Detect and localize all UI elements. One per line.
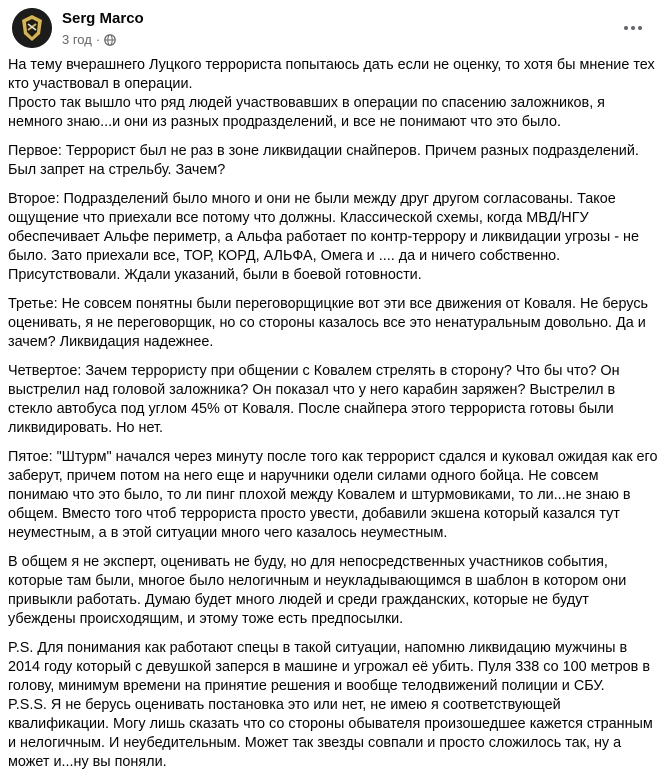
paragraph-ps: P.S. Для понимания как работают спецы в такой ситуации, напомню ликвидацию мужчины в 2014 году который с девушкой заперся в машине и угрожал её убить. Пуля 338 со 100 метров в голову, минимум времени на принятие решения и вообще телодвижений полиции и СБУ. <box>8 640 650 694</box>
post-header <box>0 0 663 56</box>
more-options-icon <box>624 26 642 30</box>
paragraph-third: Третье: Не совсем понятны были переговорщицкие вот эти все движения от Коваля. Не берусь оценивать, я не переговорщик, но со стороны казалось все это ненатуральным довольно. Да и зачем? Ликвидация надежнее. <box>8 296 649 350</box>
avatar-emblem-icon <box>12 8 52 48</box>
globe-icon <box>104 34 116 46</box>
paragraph-fourth: Четвертое: Зачем террористу при общении с Ковалем стрелять в сторону? Что бы что? Он выстрелил над головой заложника? Он показал что у него карабин заряжен? Выстрелил в стекло автобуса под углом 45% от Коваля. После снайпера этого террориста готовы были ликвидировать. Но нет. <box>8 363 620 436</box>
avatar[interactable] <box>12 8 52 48</box>
post-time[interactable]: 3 год <box>62 32 92 47</box>
paragraph-pss: P.S.S. Я не берусь оценивать постановка это или нет, не имею я соответствующей квалификации. Могу лишь сказать что со стороны обывателя произошедшее кажется странным и нелогичным. И неубедительным. Может так звезды совпали и просто сложилось так, ну а может и...ну вы поняли. <box>8 697 653 770</box>
paragraph-second: Второе: Подразделений было много и они не были между друг другом согласованы. Такое ощущение что приехали все потому что должны. Классической схемы, когда МВД/НГУ обеспечивает Альфе периметр, а Альфа работает по контр-террору и ликвидации угрозы - не было. Зато приехали все, ТОР, КОРД, АЛЬФА, Омега и .... да и ничего собственно. Присутствовали. Ждали указаний, были в боевой готовности. <box>8 191 639 283</box>
meta-separator: · <box>95 32 101 47</box>
more-options-button[interactable] <box>617 12 649 44</box>
author-name[interactable]: Serg Marco <box>62 10 144 27</box>
paragraph-first: Первое: Террорист был не раз в зоне ликвидации снайперов. Причем разных подразделений. Был запрет на стрельбу. Зачем? <box>8 143 639 178</box>
post-meta <box>62 32 116 47</box>
paragraph-conclusion: В общем я не эксперт, оценивать не буду, но для непосредственных участников события, которые там были, многое было нелогичным и неукладывающимся в шаблон в котором они привыкли работать. Думаю будет много людей и среди гражданских, которые не будут убеждены происходящим, и этому тоже есть предпосылки. <box>8 554 627 627</box>
paragraph-intro: На тему вчерашнего Луцкого террориста попытаюсь дать если не оценку, то хотя бы мнение тех кто участвовал в операции. Просто так вышло что ряд людей участвовавших в операции по спасению заложников, я немного знаю...и они из разных продразделений, и все не понимают что это было. <box>8 57 655 130</box>
paragraph-fifth: Пятое: "Штурм" начался через минуту после того как террорист сдался и куковал ожидая как его заберут, причем потом на него еще и наручники одели силами одного бойца. Не совсем понимаю что это было, то ли пинг плохой между Ковалем и штурмовиками, то ли...не знаю в общем. Вместо того чтоб террориста просто увести, добавили экшена который казался тут неуместным, а в этой ситуации много чего казалось неуместным. <box>8 449 658 541</box>
post-text <box>8 56 658 782</box>
